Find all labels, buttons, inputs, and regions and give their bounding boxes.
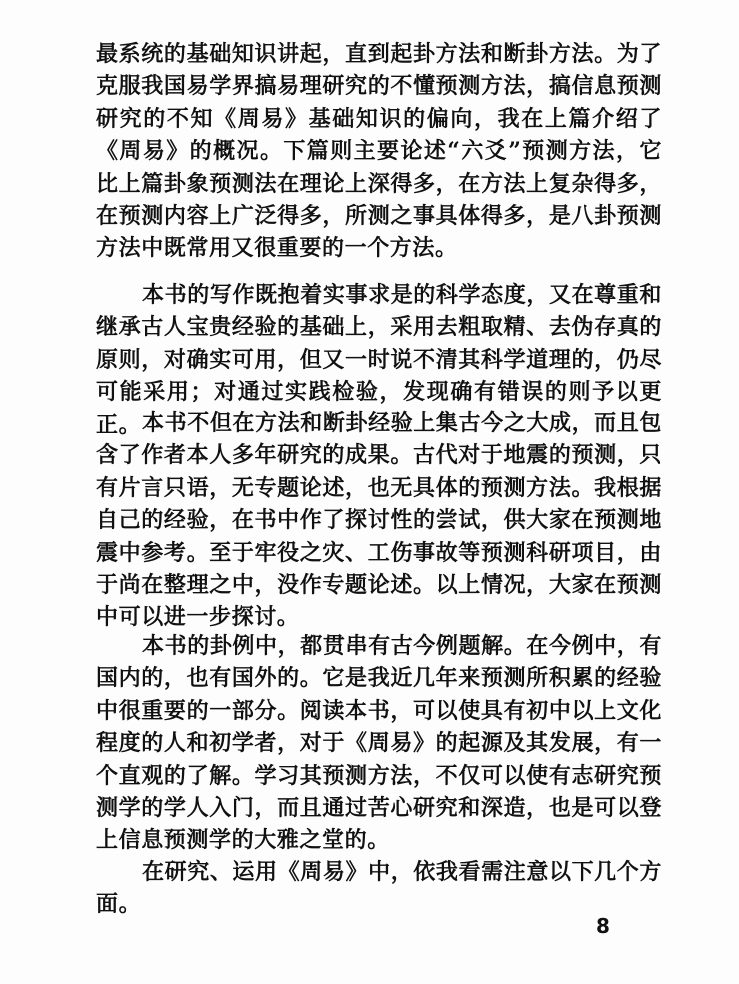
page-number: 8 xyxy=(596,914,610,938)
paragraph-4: 本书的卦例中，都贯串有古今例题解。在今例中，有国内的，也有国外的。它是我近几年来预测所积累的经验中很重要的一部分。阅读本书，可以使具有初中以上文化程度的人和初学者，对于《周易》的起源及其发展，有一个直观的了解。学习其预测方法，不仅可以使有志研究预测学的学人入门，而且通过苦心研究和深造，也是可以登上信息预测学的大雅之堂的。 xyxy=(96,633,662,854)
paragraph-5: 在研究、运用《周易》中，依我看需注意以下几个方面。 xyxy=(96,859,662,918)
paragraph-1: 最系统的基础知识讲起，直到起卦方法和断卦方法。为了克服我国易学界搞易理研究的不懂预测方法，搞信息预测研究的不知《周易》基础知识的偏向，我在上篇介绍了《周易》的概况。下篇则主要论述“六爻”预测方法，它比上篇卦象预测法在理论上深得多，在方法上复杂得多，在预测内容上广泛得多，所测之事具体得多，是八卦预测方法中既常用又很重要的一个方法。 xyxy=(96,41,662,262)
paragraph-2: 本书的写作既抱着实事求是的科学态度，又在尊重和继承古人宝贵经验的基础上，采用去粗取精、去伪存真的原则，对确实可用，但又一时说不清其科学道理的，仍尽可能采用；对通过实践检验，发现确有错误的则予以更正。 xyxy=(96,282,662,438)
paragraph-3: 本书不但在方法和断卦经验上集古今之大成，而且包含了作者本人多年研究的成果。古代对于地震的预测，只有片言只语，无专题论述，也无具体的预测方法。我根据自己的经验，在书中作了探讨性的尝试，供大家在预测地震中参考。至于牢役之灾、工伤事故等预测科研项目，由于尚在整理之中，没作专题论述。以上情况，大家在预测中可以进一步探讨。 xyxy=(96,410,662,631)
